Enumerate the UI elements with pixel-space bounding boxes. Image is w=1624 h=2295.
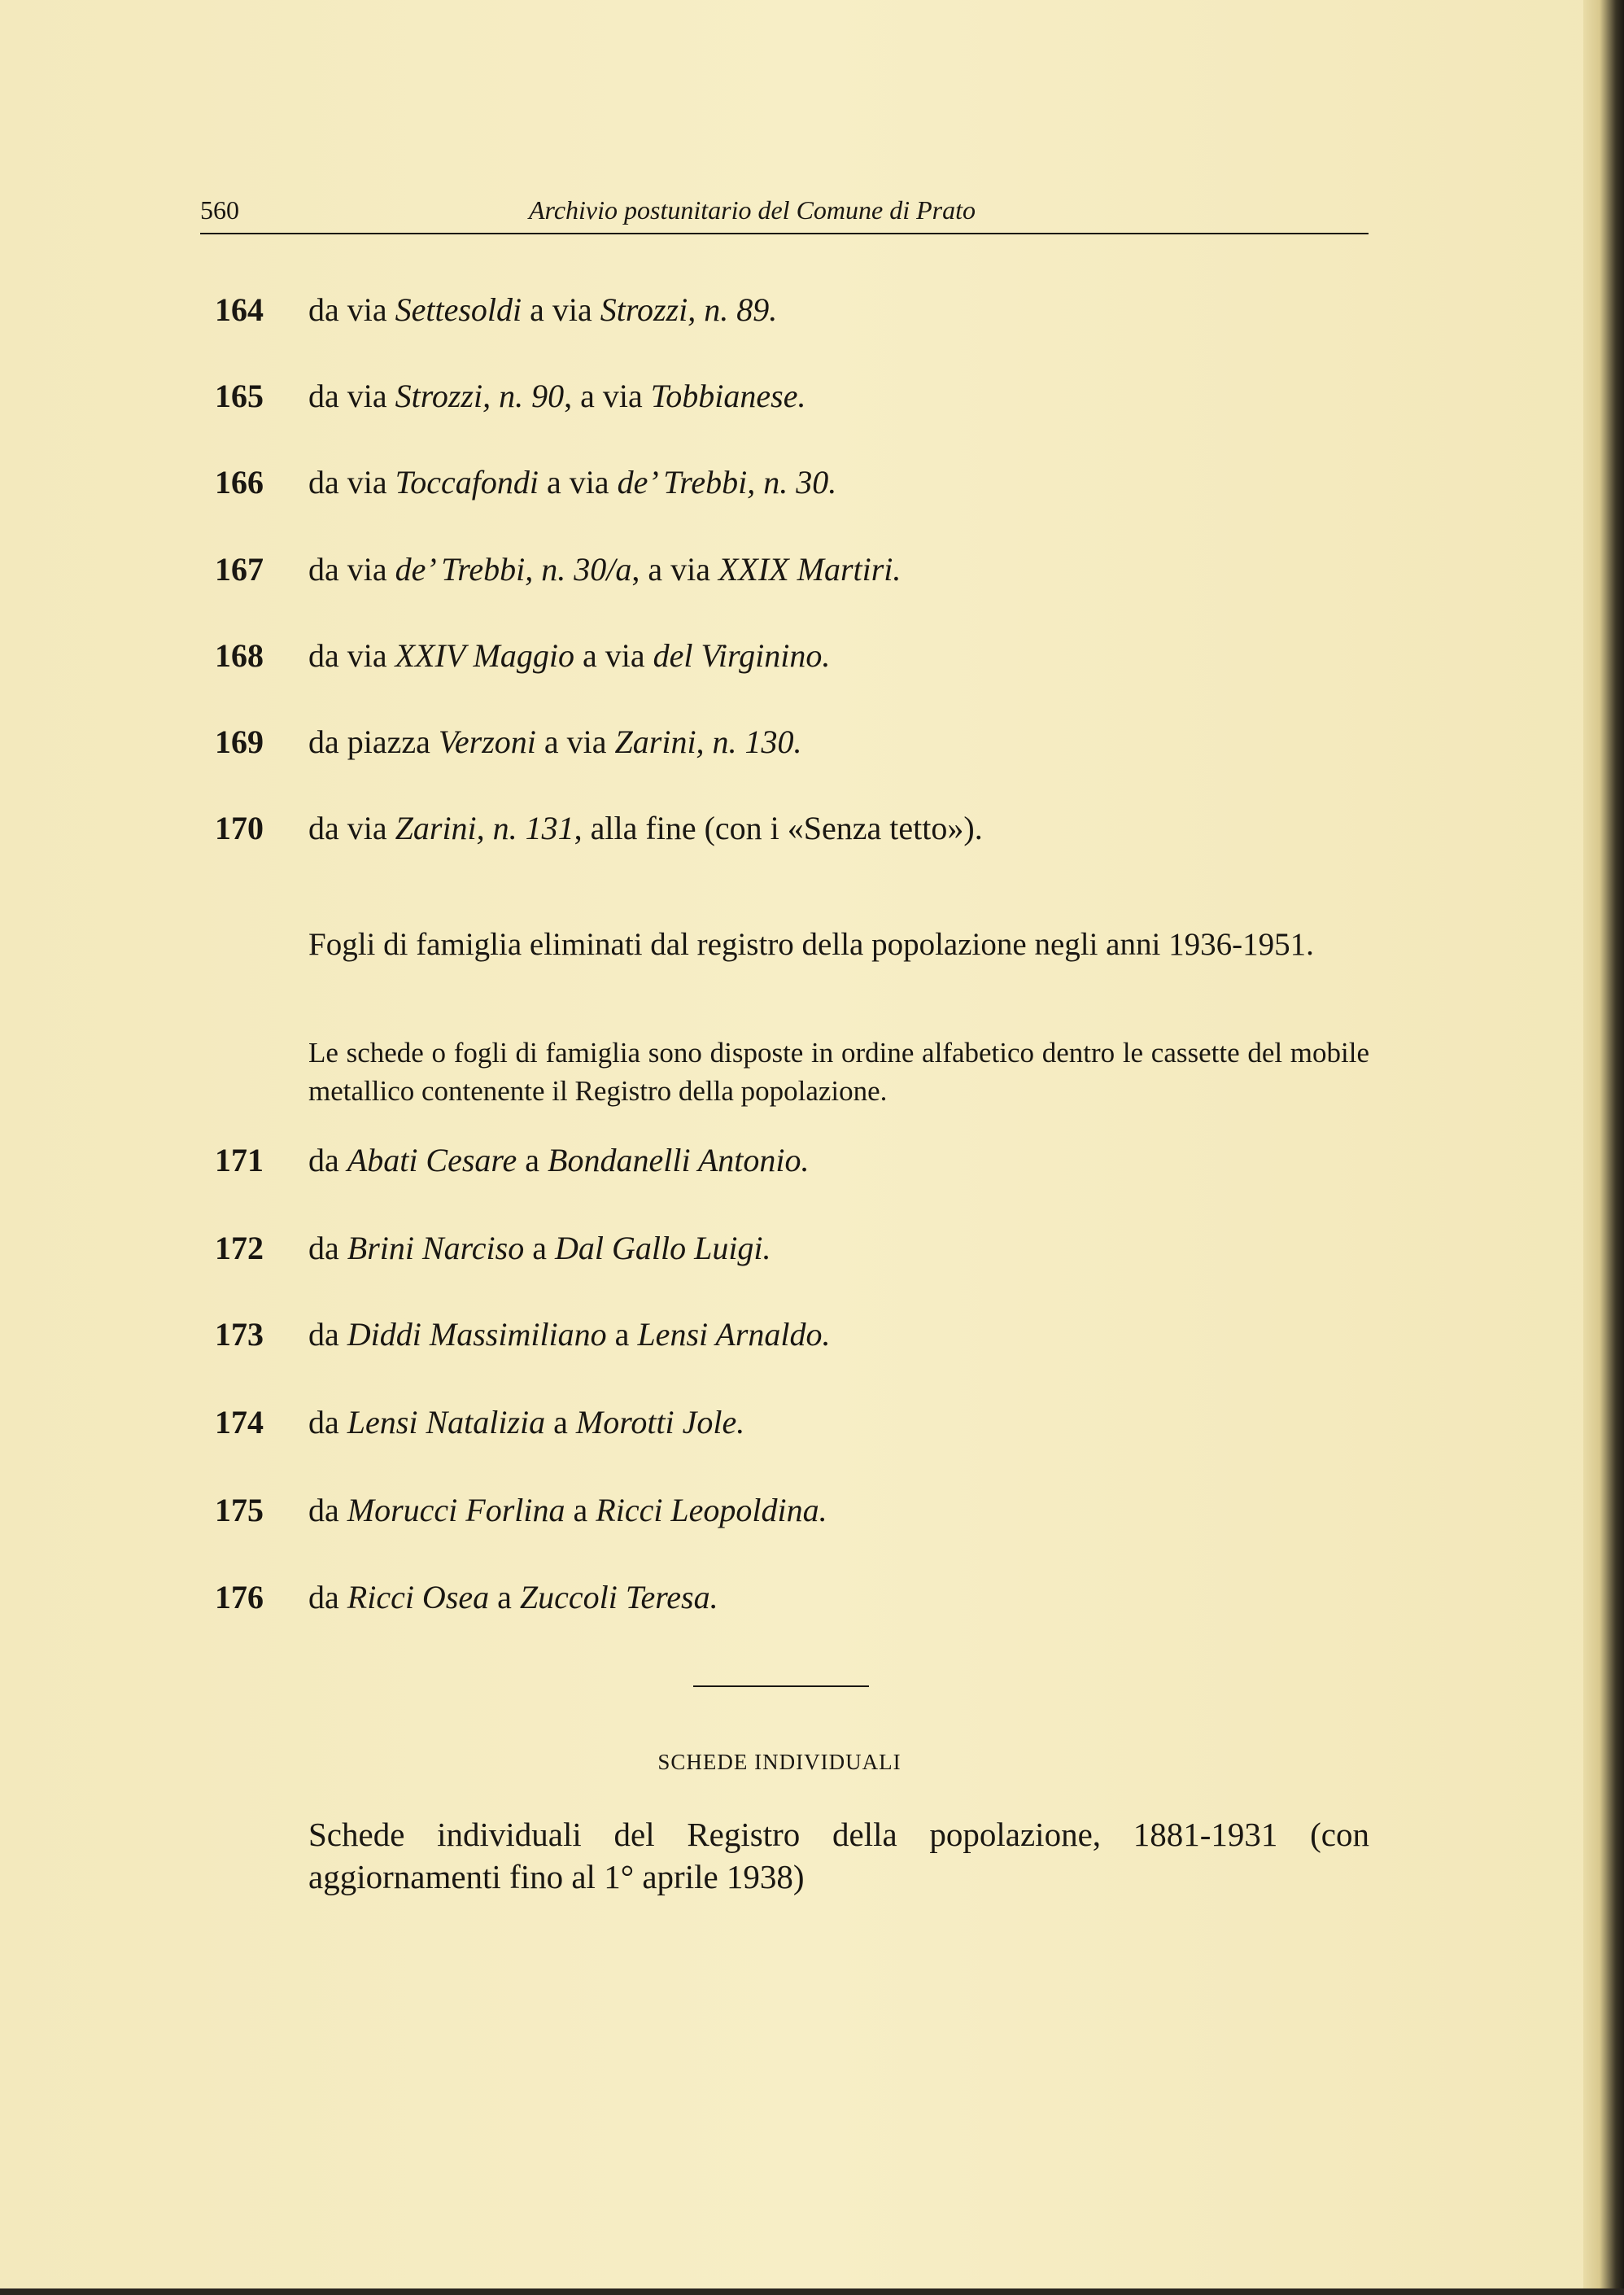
entry-text: da — [308, 1579, 347, 1615]
entry-text: Ricci Osea — [347, 1579, 490, 1615]
entry-number: 164 — [215, 291, 264, 328]
page-edge-shadow — [1583, 0, 1624, 2295]
page-bottom-edge — [0, 2288, 1624, 2295]
entry-text: Strozzi, n. 89. — [600, 291, 778, 328]
entry-number: 168 — [215, 637, 264, 674]
entry-text: Zuccoli Teresa. — [519, 1579, 718, 1615]
list-item — [215, 1402, 744, 1443]
entry-number: 174 — [215, 1404, 264, 1440]
list-item — [215, 549, 901, 590]
entry-text: a — [524, 1230, 555, 1266]
list-item — [215, 462, 836, 503]
section-intro: Fogli di famiglia eliminati dal registro della popolazione negli anni 1936-1951. — [308, 927, 1314, 962]
entry-text: a — [517, 1142, 548, 1178]
list-item — [215, 376, 805, 417]
entry-text: Morucci Forlina — [347, 1492, 565, 1528]
entry-text: Zarini, n. 130. — [614, 723, 802, 760]
entry-text: da via — [308, 637, 395, 674]
entry-text: da via — [308, 551, 395, 588]
entry-number: 167 — [215, 551, 264, 588]
entry-text: a via — [522, 291, 600, 328]
entry-number: 176 — [215, 1579, 264, 1615]
list-item — [215, 1490, 827, 1531]
entry-text: da — [308, 1316, 347, 1353]
entry-text: Lensi Natalizia — [347, 1404, 546, 1440]
entry-text: Settesoldi — [395, 291, 522, 328]
list-item — [215, 722, 802, 763]
entry-text: Ricci Leopoldina. — [596, 1492, 827, 1528]
entry-text: da — [308, 1230, 347, 1266]
entry-text: a — [545, 1404, 576, 1440]
section-heading: SCHEDE INDIVIDUALI — [657, 1750, 901, 1774]
entry-text: XXIV Maggio — [395, 637, 574, 674]
entry-text: Zarini, n. 131 — [395, 810, 574, 846]
entry-text: Bondanelli Antonio. — [548, 1142, 810, 1178]
entry-text: Tobbianese. — [650, 378, 806, 414]
section-note: Le schede o fogli di famiglia sono disposte in ordine alfabetico dentro le cassette del mobile metallico contenente il Registro della popolazione. — [308, 1037, 1369, 1107]
list-item — [215, 636, 830, 676]
entry-text: a — [606, 1316, 638, 1353]
entry-number: 171 — [215, 1142, 264, 1178]
entry-text: del Virginino. — [653, 637, 831, 674]
entry-number: 172 — [215, 1230, 264, 1266]
final-paragraph: Schede individuali del Registro della popolazione, 1881-1931 (con aggiornamenti fino al 1° aprile 1938) — [308, 1816, 1369, 1895]
running-title: Archivio postunitario del Comune di Prato — [529, 195, 976, 225]
entry-number: 173 — [215, 1316, 264, 1353]
entry-text: a via — [574, 637, 653, 674]
entry-text: de’ Trebbi, n. 30/a — [395, 551, 632, 588]
entry-text: a — [489, 1579, 520, 1615]
entry-text: a — [565, 1492, 596, 1528]
entry-number: 166 — [215, 464, 264, 501]
entry-text: da via — [308, 464, 395, 501]
entry-text: , a via — [564, 378, 651, 414]
entry-text: , a via — [631, 551, 718, 588]
header-rule — [200, 233, 1369, 234]
entry-text: da via — [308, 378, 395, 414]
entry-text: , alla fine (con i «Senza tetto»). — [574, 810, 983, 846]
entry-text: de’ Trebbi, n. 30. — [617, 464, 837, 501]
list-item — [215, 1577, 718, 1618]
entry-text: Morotti Jole. — [575, 1404, 745, 1440]
list-item — [215, 1140, 810, 1181]
page-number: 560 — [200, 195, 239, 225]
entry-text: da — [308, 1404, 347, 1440]
entry-text: Verzoni — [438, 723, 536, 760]
entry-number: 169 — [215, 723, 264, 760]
list-item — [215, 1314, 831, 1355]
entry-text: a via — [535, 723, 615, 760]
entry-text: Abati Cesare — [347, 1142, 517, 1178]
entry-number: 165 — [215, 378, 264, 414]
list-item — [215, 290, 777, 330]
entry-text: Brini Narciso — [347, 1230, 525, 1266]
entry-text: da via — [308, 810, 395, 846]
entry-text: Strozzi, n. 90 — [395, 378, 565, 414]
entry-text: da piazza — [308, 723, 439, 760]
section-divider — [693, 1685, 869, 1687]
entry-text: Lensi Arnaldo. — [637, 1316, 831, 1353]
entry-text: da via — [308, 291, 395, 328]
entry-text: da — [308, 1142, 347, 1178]
entry-text: XXIX Martiri. — [718, 551, 901, 588]
list-item — [215, 1228, 771, 1269]
list-item — [215, 808, 983, 849]
entry-text: da — [308, 1492, 347, 1528]
entry-text: Dal Gallo Luigi. — [554, 1230, 771, 1266]
entry-text: Toccafondi — [395, 464, 539, 501]
entry-text: Diddi Massimiliano — [347, 1316, 607, 1353]
entry-number: 175 — [215, 1492, 264, 1528]
entry-text: a via — [538, 464, 618, 501]
entry-number: 170 — [215, 810, 264, 846]
